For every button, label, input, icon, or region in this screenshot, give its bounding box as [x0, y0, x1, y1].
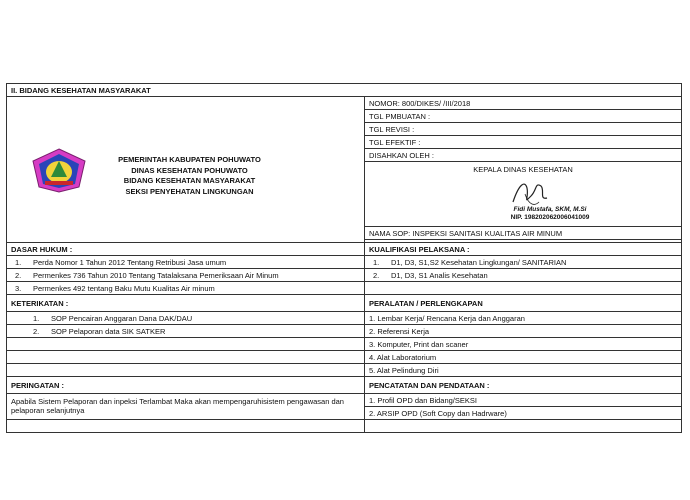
signer-block — [475, 206, 625, 222]
tgl-efektif-field: TGL EFEKTIF : — [365, 136, 682, 149]
peralatan-heading: PERALATAN / PERLENGKAPAN — [365, 295, 682, 312]
peralatan-item: 3. Komputer, Print dan scaner — [365, 338, 682, 351]
org-line-4: SEKSI PENYEHATAN LINGKUNGAN — [125, 186, 254, 196]
item-text: D1, D3, S1,S2 Kesehatan Lingkungan/ SANITARIAN — [391, 257, 567, 267]
pencatatan-item: 2. ARSIP OPD (Soft Copy dan Hadrware) — [365, 407, 682, 420]
org-line-2: DINAS KESEHATAN POHUWATO — [131, 165, 248, 175]
keterikatan-heading: KETERIKATAN : — [7, 295, 365, 312]
tgl-pembuatan-field: TGL PMBUATAN : — [365, 110, 682, 123]
peralatan-item: 4. Alat Laboratorium — [365, 351, 682, 364]
item-text: D1, D3, S1 Analis Kesehatan — [391, 270, 488, 280]
kualifikasi-item — [365, 269, 682, 282]
item-number: 2. — [33, 326, 40, 336]
keterikatan-item — [7, 325, 365, 338]
disahkan-field: DISAHKAN OLEH : — [365, 149, 682, 162]
signature-icon — [505, 176, 555, 210]
sop-table — [6, 83, 682, 433]
empty-cell — [365, 420, 682, 433]
item-number: 2. — [373, 270, 380, 280]
kepala-title: KEPALA DINAS KESEHATAN — [473, 165, 573, 174]
header-logo-cell — [7, 97, 365, 243]
peringatan-text: Apabila Sistem Pelaporan dan inpeksi Terlambat Maka akan mempengaruhisistem pengawasan dan pelaporan selanjutnya — [7, 394, 365, 420]
nama-sop-field: NAMA SOP: INSPEKSI SANITASI KUALITAS AIR MINUM — [365, 227, 682, 240]
sop-document — [6, 83, 681, 433]
item-number: 2. — [15, 270, 22, 280]
peringatan-heading: PERINGATAN : — [7, 377, 365, 394]
item-text: Permenkes 492 tentang Baku Mutu Kualitas Air minum — [33, 283, 215, 293]
organization-block — [107, 155, 272, 197]
item-number: 1. — [373, 257, 380, 267]
nomor-field: NOMOR: 800/DIKES/ /III/2018 — [365, 97, 682, 110]
section-title: II. BIDANG KESEHATAN MASYARAKAT — [7, 84, 682, 97]
dasar-hukum-item — [7, 282, 365, 295]
dasar-hukum-heading: DASAR HUKUM : — [7, 243, 365, 256]
item-number: 3. — [15, 283, 22, 293]
kualifikasi-heading: KUALIFIKASI PELAKSANA : — [365, 243, 682, 256]
item-number: 1. — [33, 313, 40, 323]
peralatan-item: 5. Alat Pelindung Diri — [365, 364, 682, 377]
dasar-hukum-item — [7, 269, 365, 282]
item-text: SOP Pelaporan data SIK SATKER — [51, 326, 166, 336]
empty-cell — [7, 364, 365, 377]
kualifikasi-item — [365, 256, 682, 269]
item-text: Perda Nomor 1 Tahun 2012 Tentang Retribusi Jasa umum — [33, 257, 227, 267]
empty-cell — [365, 282, 682, 295]
peralatan-item: 1. Lembar Kerja/ Rencana Kerja dan Anggaran — [365, 312, 682, 325]
peralatan-item: 2. Referensi Kerja — [365, 325, 682, 338]
empty-cell — [7, 351, 365, 364]
keterikatan-item — [7, 312, 365, 325]
org-line-1: PEMERINTAH KABUPATEN POHUWATO — [118, 155, 261, 164]
dasar-hukum-item — [7, 256, 365, 269]
pencatatan-item: 1. Profil OPD dan Bidang/SEKSI — [365, 394, 682, 407]
signer-nip: NIP. 198202062006041009 — [510, 214, 590, 221]
item-number: 1. — [15, 257, 22, 267]
tgl-revisi-field: TGL REVISI : — [365, 123, 682, 136]
item-text: SOP Pencairan Anggaran Dana DAK/DAU — [51, 313, 193, 323]
approval-cell — [365, 162, 682, 227]
signer-name: Fidi Mustafa, SKM, M.Si — [513, 206, 587, 213]
regency-emblem-icon — [31, 147, 87, 193]
empty-cell — [7, 338, 365, 351]
empty-cell — [7, 420, 365, 433]
org-line-3: BIDANG KESEHATAN MASYARAKAT — [123, 176, 256, 185]
item-text: Permenkes 736 Tahun 2010 Tentang Tatalaksana Pemeriksaan Air Minum — [33, 270, 279, 280]
pencatatan-heading: PENCATATAN DAN PENDATAAN : — [365, 377, 682, 394]
